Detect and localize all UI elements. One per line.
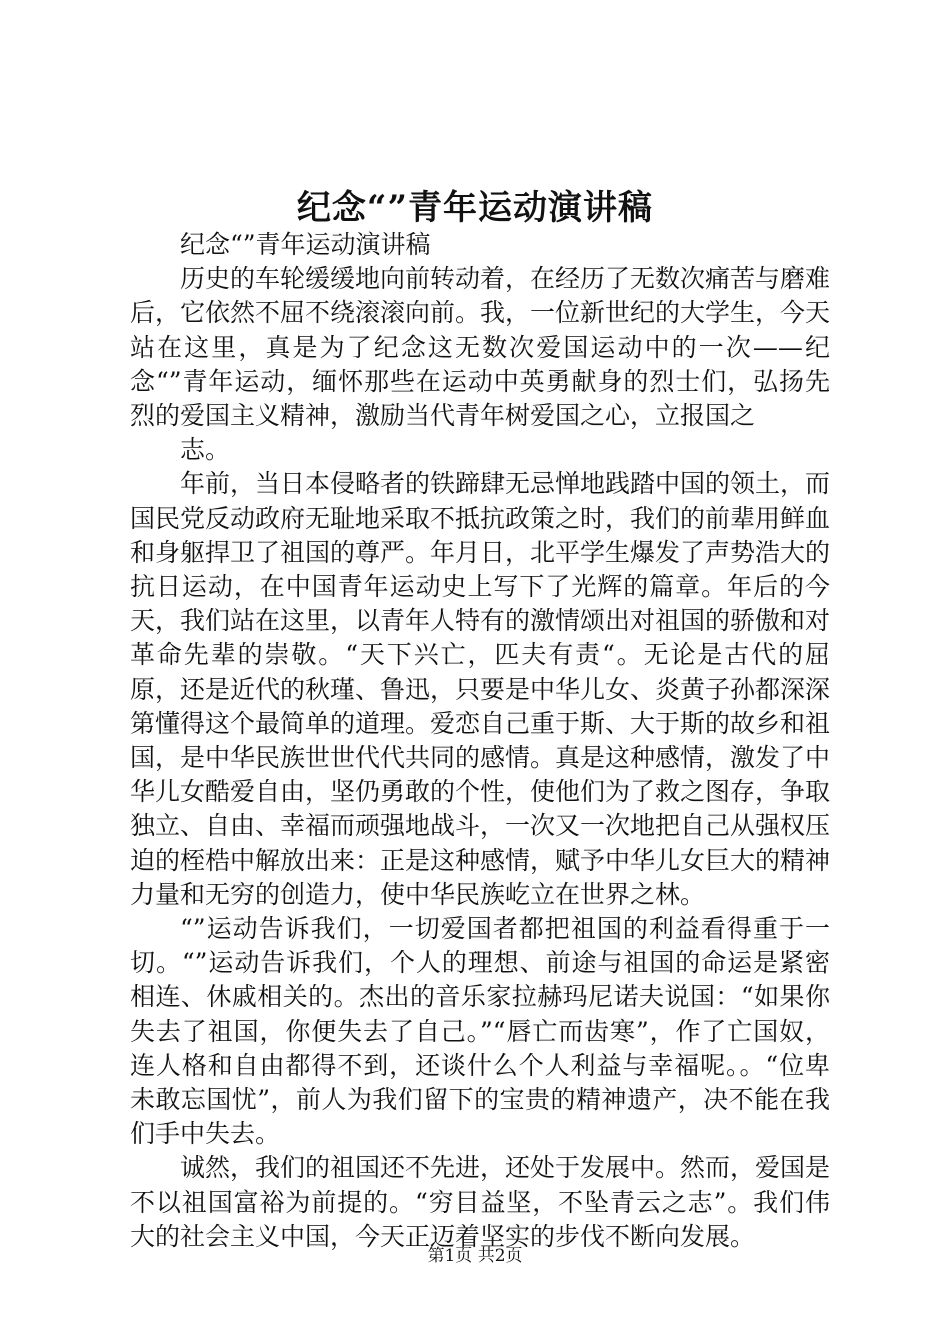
- page-footer: [0, 1244, 950, 1268]
- document-body: [130, 228, 830, 1254]
- document-subtitle: 纪念“”青年运动演讲稿: [180, 230, 431, 259]
- paragraph: 年前，当日本侵略者的铁蹄肆无忌惮地践踏中国的领土，而国民党反动政府无耻地采取不抵抗政策之时，我们的前辈用鲜血和身躯捍卫了祖国的尊严。年月日，北平学生爆发了声势浩大的抗日运动，在中国青年运动史上写下了光辉的篇章。年后的今天，我们站在这里，以青年人特有的激情颂出对祖国的骄傲和对革命先辈的崇敬。“天下兴亡，匹夫有责“。无论是古代的屈原，还是近代的秋瑾、鲁迅，只要是中华儿女、炎黄子孙都深深第懂得这个最简单的道理。爱恋自己重于斯、大于斯的故乡和祖国，是中华民族世世代代共同的感情。真是这种感情，激发了中华儿女酷爱自由，坚仍勇敢的个性，使他们为了救之图存，争取独立、自由、幸福而顽强地战斗，一次又一次地把自己从强权压迫的桎梏中解放出来：正是这种感情，赋予中华儿女巨大的精神力量和无穷的创造力，使中华民族屹立在世界之林。: [130, 469, 831, 909]
- paragraph: 诚然，我们的祖国还不先进，还处于发展中。然而，爱国是不以祖国富裕为前提的。“穷目益坚，不坠青云之志”。我们伟大的社会主义中国，今天正迈着坚实的步伐不断向发展。: [130, 1153, 831, 1251]
- paragraph-tail: 志。: [180, 435, 231, 465]
- paragraph: 历史的车轮缓缓地向前转动着，在经历了无数次痛苦与磨难后，它依然不屈不绕滚滚向前。我，一位新世纪的大学生，今天站在这里，真是为了纪念这无数次爱国运动中的一次——纪念“”青年运动，缅怀那些在运动中英勇献身的烈士们，弘扬先烈的爱国主义精神，激励当代青年树爱国之心，立报国之: [130, 264, 831, 431]
- document-title: 纪念“”青年运动演讲稿: [296, 188, 654, 228]
- paragraph: “”运动告诉我们，一切爱国者都把祖国的利益看得重于一切。“”运动告诉我们，个人的理想、前途与祖国的命运是紧密相连、休戚相关的。杰出的音乐家拉赫玛尼诺夫说国：“如果你失去了祖国，你便失去了自己。”“唇亡而齿寒”，作了亡国奴，连人格和自由都得不到，还谈什么个人利益与幸福呢。。“位卑未敢忘国忧”，前人为我们留下的宝贵的精神遗产，决不能在我们手中失去。: [130, 914, 830, 1149]
- page-number: 第1页 共2页: [427, 1246, 523, 1266]
